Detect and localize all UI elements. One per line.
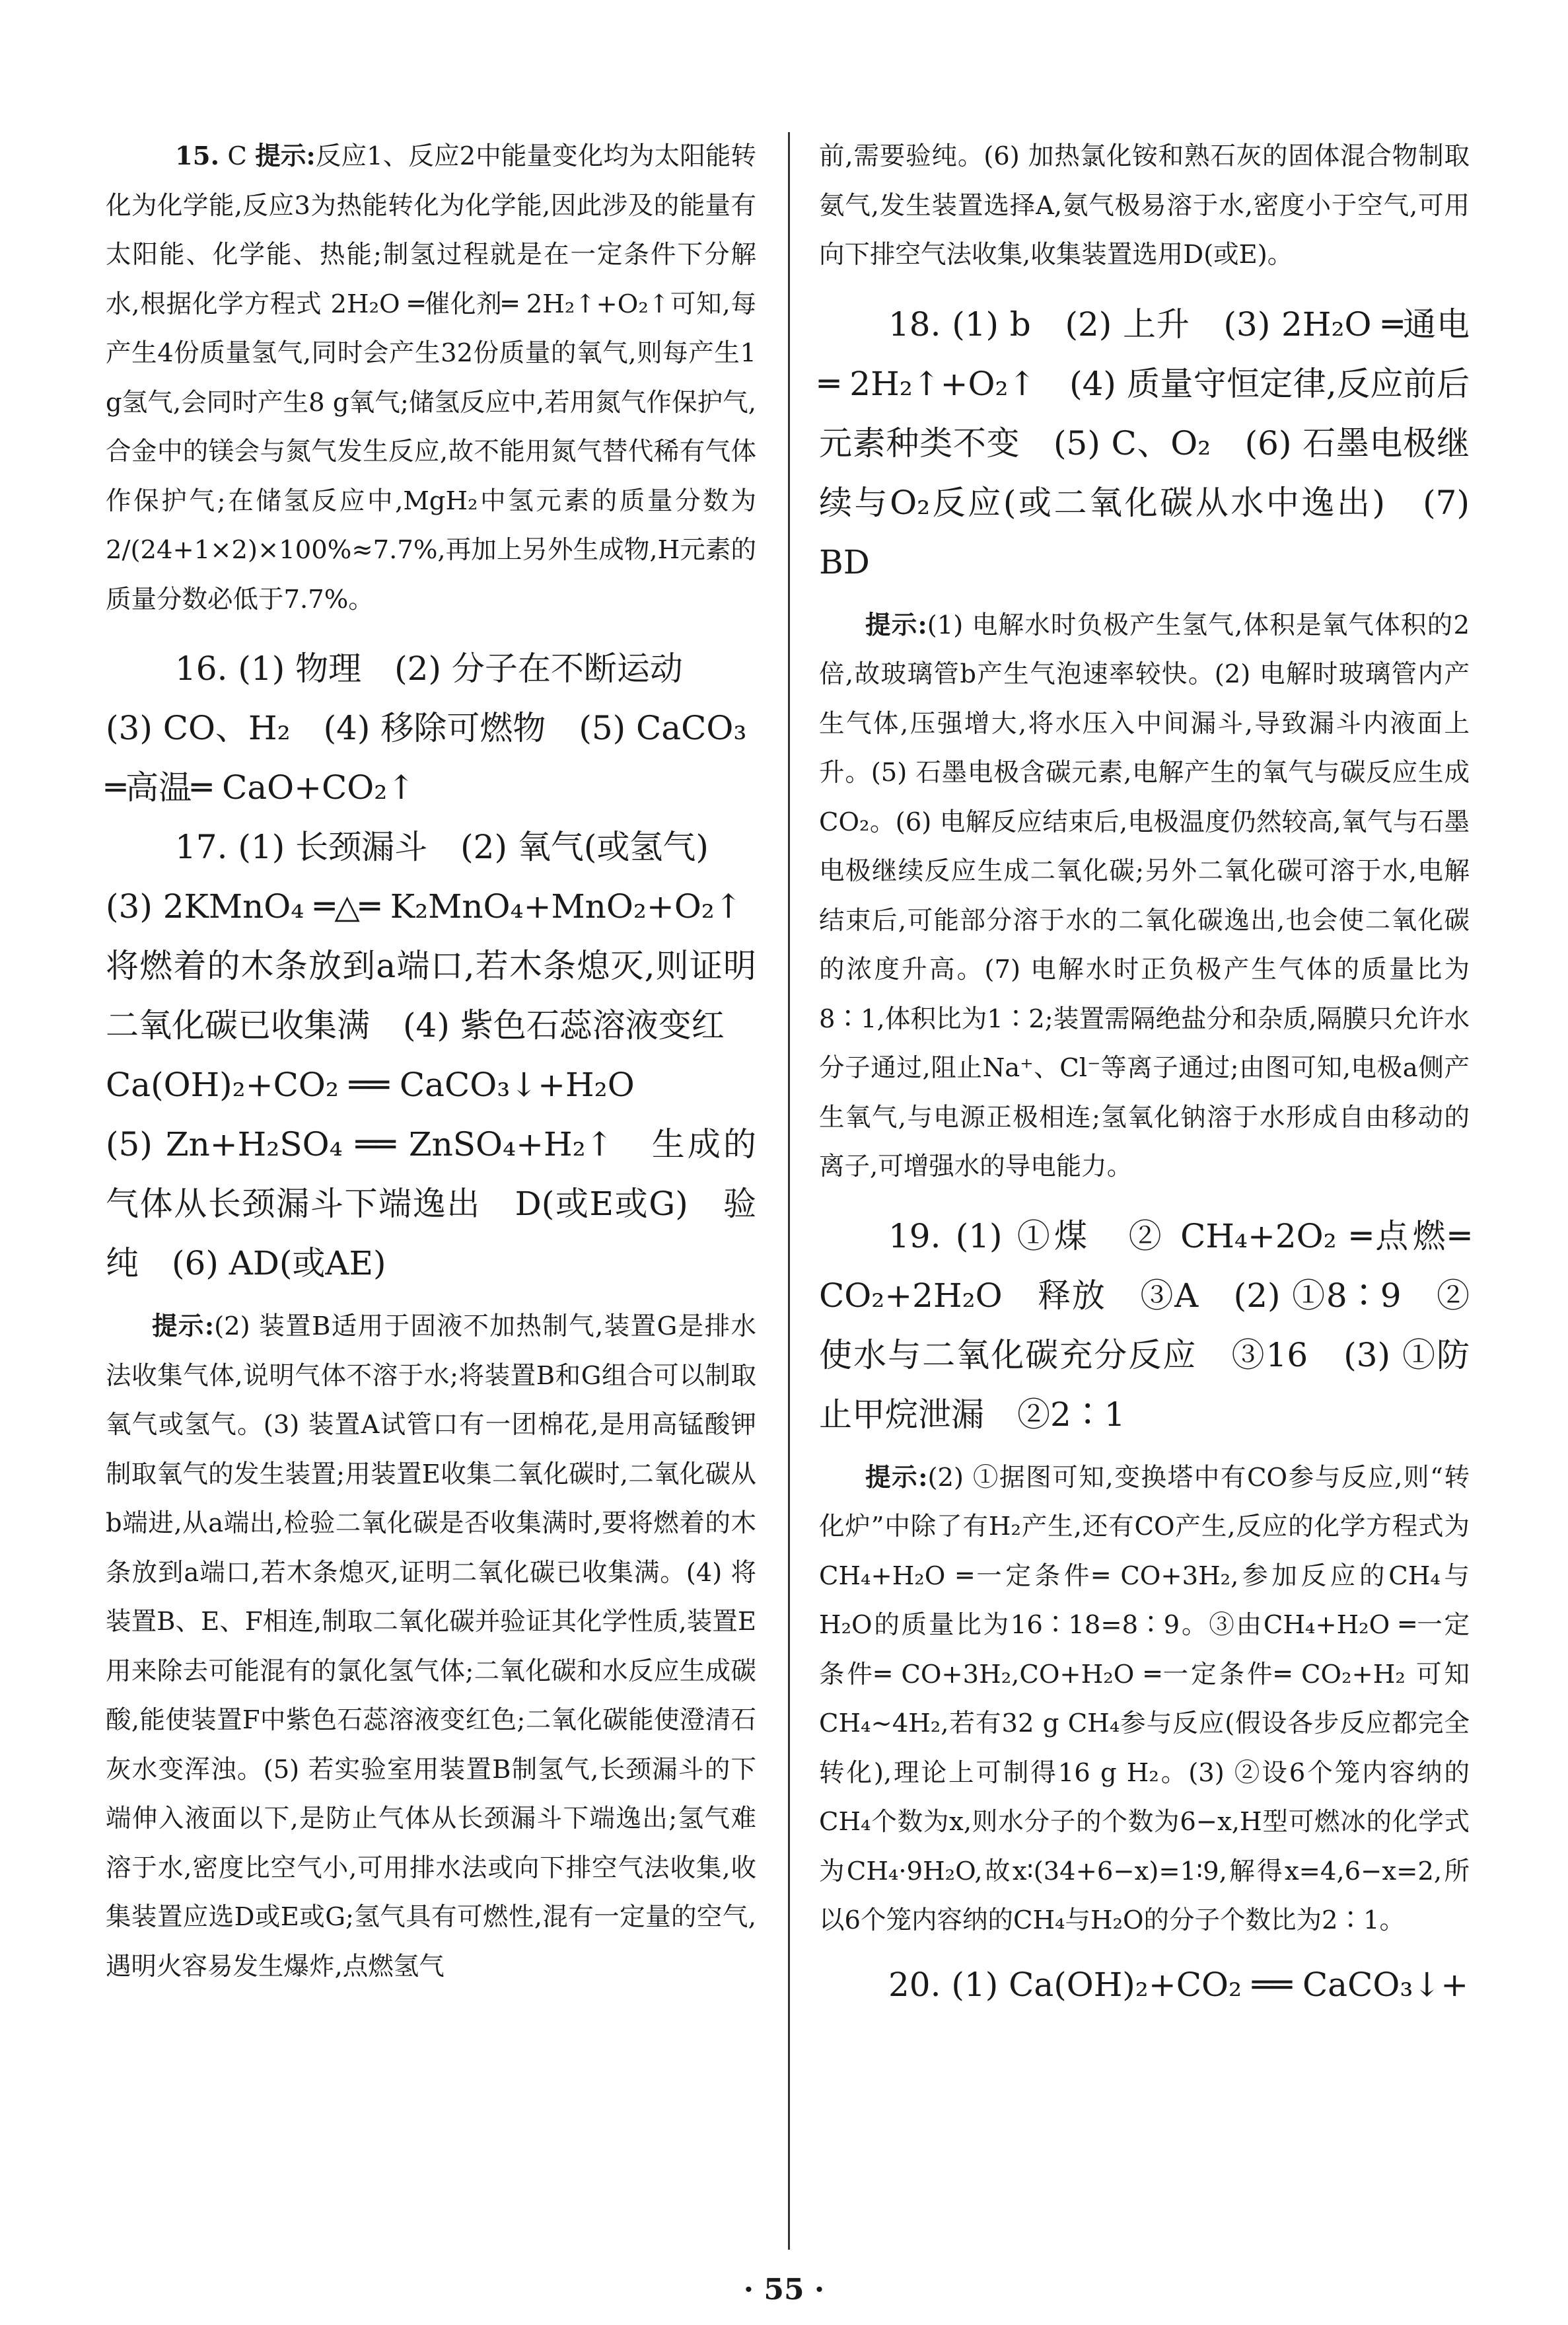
- q16-line3: ═高温═ CaO+CO₂↑: [106, 768, 415, 807]
- q17-tip: [106, 1302, 756, 1991]
- q17-line5: (5) Zn+H₂SO₄ ══ ZnSO₄+H₂↑ 生成的气体从长颈漏斗下端逸出 D(或E或G) 验纯 (6) AD(或AE): [106, 1125, 756, 1282]
- q18-tip-label: 提示:: [865, 610, 927, 640]
- q17-tip-label: 提示:: [152, 1311, 215, 1341]
- q20-answer: 20. (1) Ca(OH)₂+CO₂ ══ CaCO₃↓+: [888, 1965, 1469, 2004]
- q17-line4: Ca(OH)₂+CO₂ ══ CaCO₃↓+H₂O: [106, 1066, 635, 1104]
- q17-line2: (3) 2KMnO₄ ═△═ K₂MnO₄+MnO₂+O₂↑: [106, 887, 742, 926]
- q17-tip-continued: 前,需要验纯。(6) 加热氯化铵和熟石灰的固体混合物制取氨气,发生装置选择A,氨气极易溶于水,密度小于空气,可用向下排空气法收集,收集装置选用D(或E)。: [819, 141, 1470, 270]
- q19-answer: 19. (1) ①煤 ② CH₄+2O₂ ═点燃═ CO₂+2H₂O 释放 ③A (2) ①8∶9 ②使水与二氧化碳充分反应 ③16 (3) ①防止甲烷泄漏 ②2∶1: [819, 1216, 1470, 1434]
- q15-tip-text: 反应1、反应2中能量变化均为太阳能转化为化学能,反应3为热能转化为化学能,因此涉及的能量有太阳能、化学能、热能;制氢过程就是在一定条件下分解水,根据化学方程式 2H₂O ═催化剂═ 2H₂↑+O₂↑可知,每产生4份质量氢气,同时会产生32份质量的氧气,则每产生1 g氢气,会同时产生8 g氧气;储氢反应中,若用氮气作保护气,合金中的镁会与氮气发生反应,故不能用氮气替代稀有气体作保护气;在储氢反应中,MgH₂中氢元素的质量分数为 2/(24+1×2)×100%≈7.7%,再加上另外生成物,H元素的质量分数必低于7.7%。: [106, 141, 756, 614]
- q18-tip: [819, 601, 1470, 1192]
- q15-choice: C: [227, 141, 247, 171]
- q17-line1: 17. (1) 长颈漏斗 (2) 氧气(或氢气): [175, 828, 709, 866]
- q16-line1: 16. (1) 物理 (2) 分子在不断运动: [175, 649, 683, 688]
- q19-tip: [819, 1454, 1470, 1946]
- q15-number: 15.: [175, 141, 219, 171]
- q18-tip-text: (1) 电解水时负极产生氢气,体积是氧气体积的2倍,故玻璃管b产生气泡速率较快。(2) 电解时玻璃管内产生气体,压强增大,将水压入中间漏斗,导致漏斗内液面上升。(5) 石墨电极含碳元素,电解产生的氧气与碳反应生成CO₂。(6) 电解反应结束后,电极温度仍然较高,氧气与石墨电极继续反应生成二氧化碳;另外二氧化碳可溶于水,电解结束后,可能部分溶于水的二氧化碳逸出,也会使二氧化碳的浓度升高。(7) 电解水时正负极产生气体的质量比为8∶1,体积比为1∶2;装置需隔绝盐分和杂质,隔膜只允许水分子通过,阻止Na⁺、Cl⁻等离子通过;由图可知,电极a侧产生氧气,与电源正极相连;氢氧化钠溶于水形成自由移动的离子,可增强水的导电能力。: [819, 610, 1470, 1181]
- q19-tip-text: (2) ①据图可知,变换塔中有CO参与反应,则“转化炉”中除了有H₂产生,还有CO产生,反应的化学方程式为 CH₄+H₂O ═一定条件═ CO+3H₂,参加反应的CH₄与H₂O的质量比为16∶18=8∶9。③由CH₄+H₂O ═一定条件═ CO+3H₂,CO+H₂O ═一定条件═ CO₂+H₂ 可知CH₄~4H₂,若有32 g CH₄参与反应(假设各步反应都完全转化),理论上可制得16 g H₂。(3) ②设6个笼内容纳的CH₄个数为x,则水分子的个数为6−x,H型可燃冰的化学式为CH₄·9H₂O,故x∶(34+6−x)=1∶9,解得x=4,6−x=2,所以6个笼内容纳的CH₄与H₂O的分子个数比为2∶1。: [819, 1462, 1470, 1935]
- q18-answer: 18. (1) b (2) 上升 (3) 2H₂O ═通电═ 2H₂↑+O₂↑ (4) 质量守恒定律,反应前后元素种类不变 (5) C、O₂ (6) 石墨电极继续与O₂反应(或二氧化碳从水中逸出) (7) BD: [819, 305, 1470, 581]
- page-number: · 55 ·: [743, 2273, 825, 2307]
- q19-tip-label: 提示:: [865, 1462, 928, 1493]
- q17-line3: 将燃着的木条放到a端口,若木条熄灭,则证明二氧化碳已收集满 (4) 紫色石蕊溶液变红: [106, 947, 756, 1045]
- q16-line2: (3) CO、H₂ (4) 移除可燃物 (5) CaCO₃: [106, 709, 747, 747]
- left-column: [106, 132, 756, 1991]
- column-divider: [788, 132, 790, 2250]
- q15-answer: [106, 132, 756, 624]
- q17-tip-text: (2) 装置B适用于固液不加热制气,装置G是排水法收集气体,说明气体不溶于水;将装置B和G组合可以制取氧气或氢气。(3) 装置A试管口有一团棉花,是用高锰酸钾制取氧气的发生装置;用装置E收集二氧化碳时,二氧化碳从b端进,从a端出,检验二氧化碳是否收集满时,要将燃着的木条放到a端口,若木条熄灭,证明二氧化碳已收集满。(4) 将装置B、E、F相连,制取二氧化碳并验证其化学性质,装置E用来除去可能混有的氯化氢气体;二氧化碳和水反应生成碳酸,能使装置F中紫色石蕊溶液变红色;二氧化碳能使澄清石灰水变浑浊。(5) 若实验室用装置B制氢气,长颈漏斗的下端伸入液面以下,是防止气体从长颈漏斗下端逸出;氢气难溶于水,密度比空气小,可用排水法或向下排空气法收集,收集装置应选D或E或G;氢气具有可燃性,混有一定量的空气,遇明火容易发生爆炸,点燃氢气: [106, 1311, 757, 1981]
- q15-tip-label: 提示:: [255, 141, 316, 171]
- right-column: [819, 132, 1470, 2014]
